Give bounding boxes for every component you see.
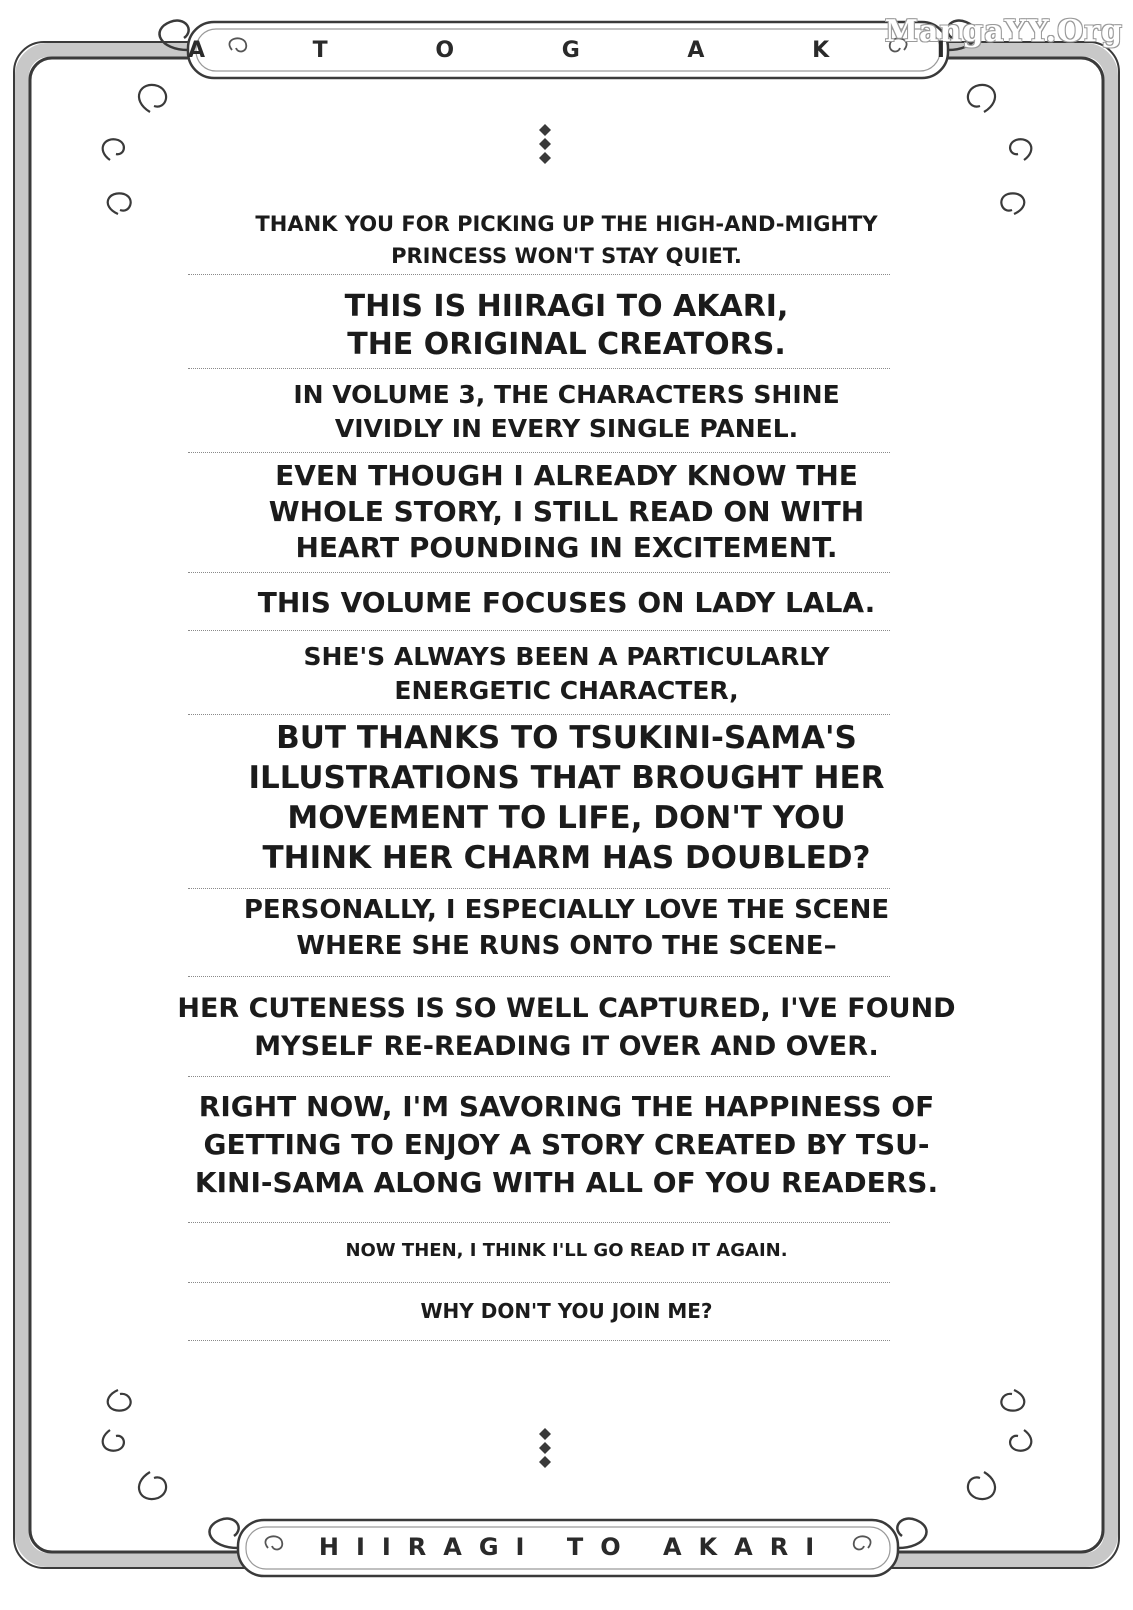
- dotted-divider: [188, 1076, 890, 1077]
- dotted-divider: [188, 714, 890, 715]
- dotted-divider: [188, 1282, 890, 1283]
- paragraph-savoring: RIGHT NOW, I'M SAVORING THE HAPPINESS OF GETTING TO ENJOY A STORY CREATED BY TSU- KINI-SAMA ALONG WITH ALL OF YOU READERS.: [194, 1090, 939, 1199]
- paragraph-whole-story: EVEN THOUGH I ALREADY KNOW THE WHOLE STORY, I STILL READ ON WITH HEART POUNDING IN EXCITEMENT.: [268, 459, 865, 564]
- paragraph-read-again: NOW THEN, I THINK I'LL GO READ IT AGAIN.: [345, 1240, 788, 1261]
- dotted-divider: [188, 1222, 890, 1223]
- paragraph-join-me: WHY DON'T YOU JOIN ME?: [420, 1299, 713, 1323]
- watermark: MangaYY.Org: [884, 14, 1123, 49]
- dotted-divider: [188, 1340, 890, 1341]
- paragraph-thanks: THANK YOU FOR PICKING UP THE HIGH-AND-MIGHTY PRINCESS WON'T STAY QUIET.: [255, 212, 878, 268]
- paragraph-tsukini: BUT THANKS TO TSUKINI-SAMA'S ILLUSTRATIONS THAT BROUGHT HER MOVEMENT TO LIFE, DON'T YOU THINK HER CHARM HAS DOUBLED?: [248, 720, 885, 876]
- paragraph-cuteness: HER CUTENESS IS SO WELL CAPTURED, I'VE FOUND MYSELF RE-READING IT OVER AND OVER.: [177, 993, 956, 1062]
- dotted-divider: [188, 452, 890, 453]
- paragraph-volume-3: IN VOLUME 3, THE CHARACTERS SHINE VIVIDLY IN EVERY SINGLE PANEL.: [293, 380, 840, 443]
- paragraph-creators: THIS IS HIIRAGI TO AKARI, THE ORIGINAL CREATORS.: [344, 289, 789, 362]
- dotted-divider: [188, 368, 890, 369]
- dotted-divider: [188, 572, 890, 573]
- dotted-divider: [188, 976, 890, 977]
- paragraph-energetic: SHE'S ALWAYS BEEN A PARTICULARLY ENERGETIC CHARACTER,: [303, 642, 830, 705]
- dotted-divider: [188, 888, 890, 889]
- paragraph-lady-lala: THIS VOLUME FOCUSES ON LADY LALA.: [257, 586, 876, 619]
- dotted-divider: [188, 630, 890, 631]
- dotted-divider: [188, 274, 890, 275]
- paragraph-favorite-scene: PERSONALLY, I ESPECIALLY LOVE THE SCENE WHERE SHE RUNS ONTO THE SCENE–: [243, 895, 890, 961]
- page-title: A T O G A K I: [187, 38, 995, 63]
- author-name: HIIRAGI TO AKARI: [318, 1533, 832, 1561]
